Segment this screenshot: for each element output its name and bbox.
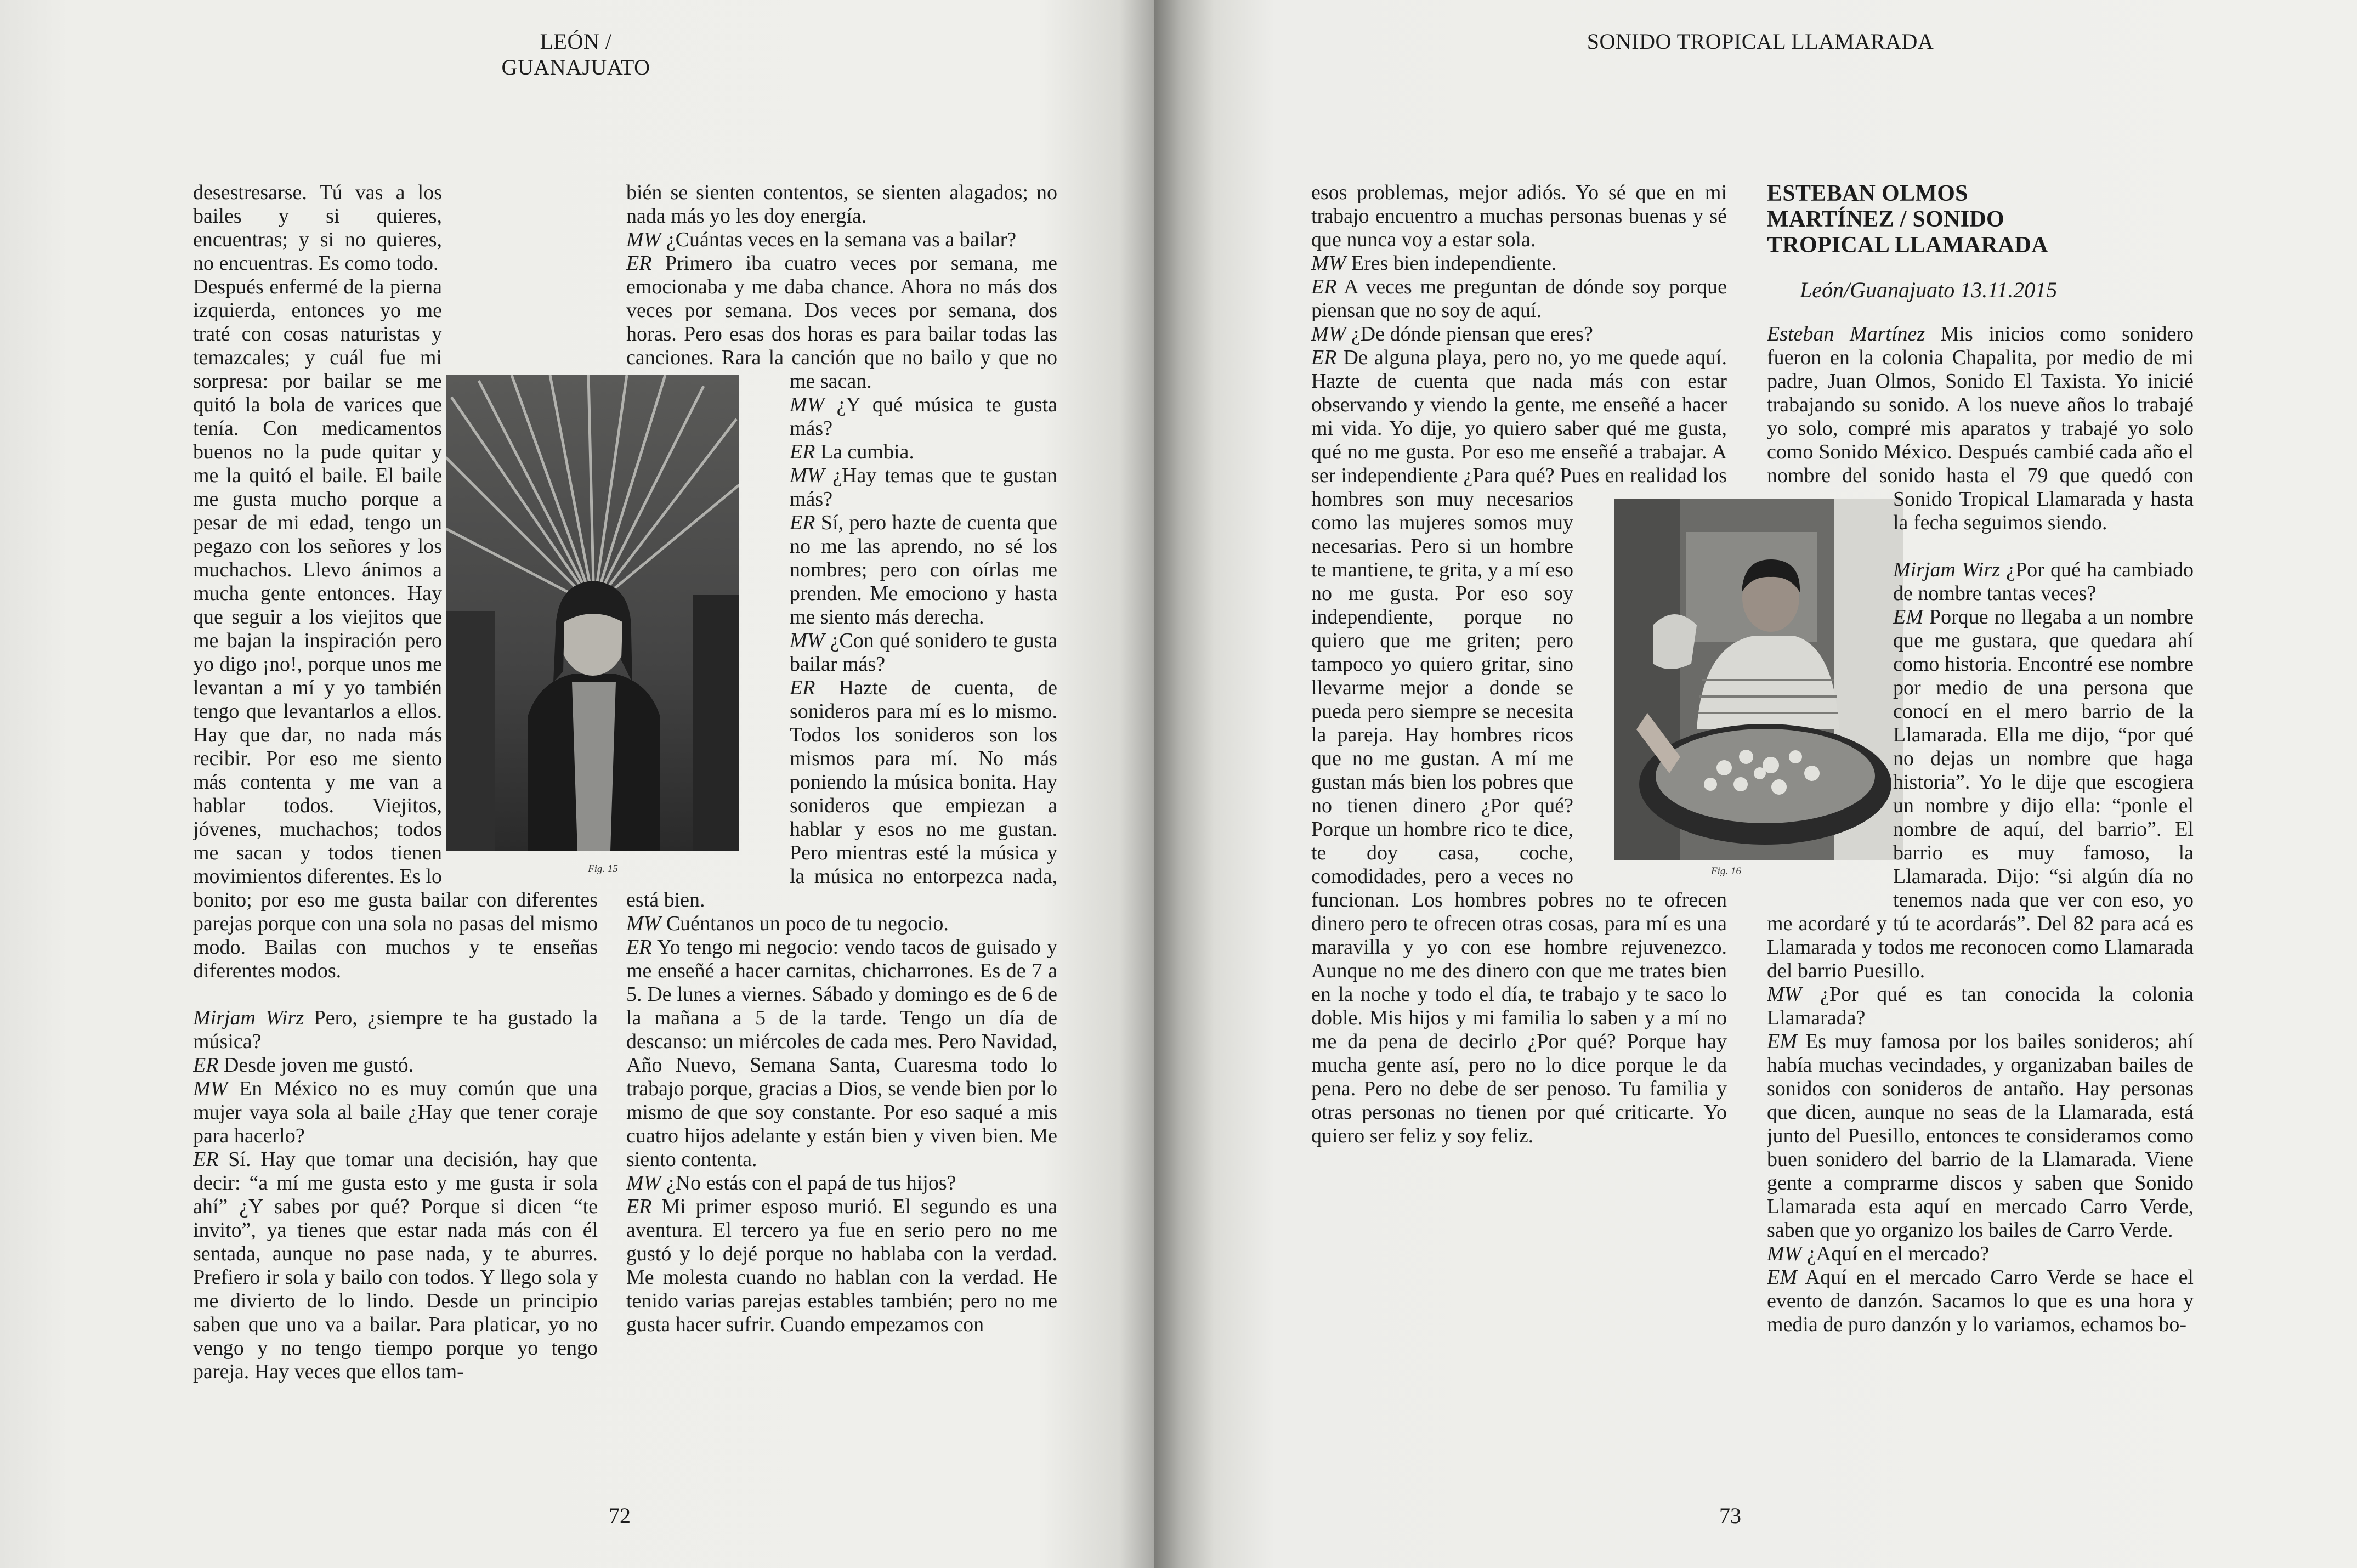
speaker-label: MW (626, 1171, 661, 1195)
speaker-label: MW (1311, 252, 1346, 275)
paragraph: MW ¿Hay temas que te gustan más? (790, 464, 1057, 511)
paragraph: esos problemas, mejor adiós. Yo sé que en mi trabajo encuentro a muchas personas buenas y sé que nunca voy a estar sola. (1311, 181, 1727, 251)
speaker-label: MW (193, 1077, 228, 1100)
paragraph: MW Eres bien independiente. (1311, 252, 1557, 275)
left-page (0, 0, 1154, 1568)
speaker-label: MW (790, 393, 825, 416)
paragraph: ER A veces me preguntan de dónde soy porque piensan que no soy de aquí. (1311, 275, 1727, 322)
paragraph: desestresarse. Tú vas a los bailes y si quieres, encuentras; y si no quieres, no encuentras. Es como todo. (193, 181, 442, 275)
speaker-label: ER (626, 936, 652, 959)
paragraph: MW ¿No estás con el papá de tus hijos? (626, 1171, 956, 1195)
figure-15-caption: Fig. 15 (588, 863, 618, 875)
paragraph: ER Desde joven me gustó. (193, 1054, 414, 1077)
paragraph: EM Aquí en el mercado Carro Verde se hace el evento de danzón. Sacamos lo que es una hora y media de puro danzón y lo variamos, echamos bo- (1767, 1266, 2194, 1336)
paragraph: ER De alguna playa, pero no, yo me quede aquí. Hazte de cuenta que nada más con estar observando y viendo la gente, me enseñé a hacer mi vida. Yo dije, yo quiero saber qué me gusta, qué no me gusta. Por eso me enseñé a trabajar. A ser independiente ¿Para qué? Pues en realidad los hombres son muy necesarios como las mujeres somos muy necesarias. Pero si un hombre te mantiene, te grita, y a mí eso no me gusta. Por eso soy independiente, porque no quiero que me griten; pero tampoco yo quiero gritar, sino llevarme mejor a donde se pueda pero siempre se necesita la pareja. Hay hombres ricos que no me gustan. A mí me gustan más bien los pobres que no tienen dinero ¿Por qué? Porque un hombre rico te dice, te doy casa, coche, comodidades, pero a veces no funcionan. Los hombres pobres no te ofrecen dinero pero te ofrecen otras cosas, para mí es una maravilla y yo con ese hombre rejuvenezco. Aunque no me des dinero con que me trates bien en la noche y todo el día, te trabajo y te saco lo doble. Mis hijos y mi familia lo saben y a mí no me da pena de decirlo ¿Por qué? Porque hay mucha gente así, pero no lo dice porque le da pena. Pero no debe de ser penoso. Tu familia y otras personas no tienen por qué criticarte. Yo quiero ser feliz y soy feliz. (1311, 346, 1727, 1147)
paragraph: ER La cumbia. (790, 440, 914, 463)
speaker-label: EM (1893, 605, 1923, 629)
speaker-label: EM (1767, 1030, 1797, 1053)
speaker-label: ER (790, 511, 815, 534)
right-column-2 (1767, 181, 2194, 1415)
paragraph: MW ¿Cuántas veces en la semana vas a bailar? (626, 228, 1017, 251)
paragraph: Después enfermé de la pierna izquierda, entonces yo me traté con cosas naturistas y temazcales; y cuál fue mi sorpresa: por bailar se me quitó la bola de varices que tenía. Con medicamentos buenos no la pude quitar y me la quitó el baile. El baile me gusta mucho porque a pesar de mi edad, tengo un pegazo con los señores y los muchachos. Llevo ánimos a mucha gente entonces. Hay que seguir a los viejitos que me bajan la inspiración pero yo digo ¡no!, porque unos me levantan a mí y yo también tengo que levantarlos a ellos. Hay que dar, no nada más recibir. Por eso me siento más contenta y me van a hablar todos. Viejitos, jóvenes, muchachos; todos me sacan y todos tienen movimientos diferentes. Es lo bonito; por eso me gusta bailar con diferentes parejas porque con una sola no pasas del mismo modo. Bailas con muchos y te enseñas diferentes modos. (193, 275, 598, 982)
paragraph: Mirjam Wirz Pero, ¿siempre te ha gustado la música? (193, 1006, 598, 1053)
left-column-2 (626, 181, 1057, 1388)
paragraph: MW ¿De dónde piensan que eres? (1311, 322, 1593, 346)
left-column-1 (193, 181, 598, 1388)
speaker-label: ER (626, 1195, 652, 1218)
speaker-label: MW (790, 464, 825, 487)
speaker-label: ER (193, 1054, 219, 1077)
speaker-label: MW (1767, 983, 1802, 1006)
speaker-label: ER (193, 1148, 219, 1171)
paragraph: Mirjam Wirz ¿Por qué ha cambiado de nombre tantas veces? (1893, 558, 2194, 605)
paragraph: ER Hazte de cuenta, de sonideros para mí es lo mismo. Todos los sonideros son los mismos para mí. No más poniendo la música bonita. Hay sonideros que empiezan a hablar y esos no me gustan. Pero mientras esté la música y la música no entorpezca nada, está bien. (626, 676, 1057, 912)
figure-16-caption: Fig. 16 (1711, 865, 1741, 877)
running-head-left: LEÓN / GUANAJUATO (501, 29, 650, 80)
speaker-label: MW (626, 228, 661, 251)
page-number-right: 73 (1719, 1503, 1741, 1528)
speaker-label: MW (626, 912, 661, 935)
speaker-label: MW (790, 629, 825, 652)
section-title: ESTEBAN OLMOS MARTÍNEZ / SONIDO TROPICAL LLAMARADA (1767, 181, 2048, 258)
speaker-label: Mirjam Wirz (1893, 558, 2000, 581)
paragraph: ER Sí, pero hazte de cuenta que no me las aprendo, no sé los nombres; pero con oírlas me prenden. Me emociono y hasta me siento más derecha. (790, 511, 1057, 629)
speaker-label: ER (790, 440, 815, 463)
paragraph: EM Porque no llegaba a un nombre que me gustara, que quedara ahí como historia. Encontré ese nombre por medio de una persona que conocí en el mero barrio de la Llamarada. Ella me dijo, “por qué no dejas un nombre que haga historia”. Yo le dije que escogiera un nombre y dijo ella: “ponle el nombre de aquí, del barrio”. El barrio es muy famoso, la Llamarada. Dijo: “si algún día no tenemos nada que ver con eso, yo me acordaré y tú te acordarás”. Del 82 para acá es Llamarada y todos me reconocen como Llamarada del barrio Puesillo. (1767, 605, 2194, 982)
paragraph: ER Sí. Hay que tomar una decisión, hay que decir: “a mí me gusta esto y me gusta ir sola ahí” ¿Y sabes por qué? Porque si dicen “te invito”, ya tienes que estar nada más con él sentada, aunque no pase nada, y te aburres. Prefiero ir sola y bailo con todos. Y llego sola y me divierto de lo lindo. Desde un principio saben que uno va a bailar. Para platicar, yo no vengo y no tengo tiempo porque yo tengo pareja. Hay veces que ellos tam- (193, 1148, 598, 1383)
paragraph: bién se sienten contentos, se sienten alagados; no nada más yo les doy energía. (626, 181, 1057, 228)
paragraph: MW ¿Con qué sonidero te gusta bailar más? (790, 629, 1057, 676)
paragraph: MW ¿Por qué es tan conocida la colonia Llamarada? (1767, 983, 2194, 1029)
running-head-right: SONIDO TROPICAL LLAMARADA (1587, 29, 1934, 54)
paragraph: Esteban Martínez Mis inicios como sonidero fueron en la colonia Chapalita, por medio de mi padre, Juan Olmos, Sonido El Taxista. Yo inicié trabajando su sonido. A los nueve años lo trabajé yo solo, compré mis aparatos y trabajé yo solo como Sonido México. Después cambié cada año el nombre del sonido hasta el 79 que quedó con Sonido Tropical Llamarada y hasta la fecha seguimos siendo. (1767, 322, 2194, 534)
paragraph: EM Es muy famosa por los bailes sonideros; ahí había muchas vecindades, y organizaban bailes de sonidos con sonideros de antaño. Hay personas que dicen, aunque no seas de la Llamarada, está junto del Puesillo, entonces te consideramos como buen sonidero del barrio de la Llamarada. Viene gente a comprarme discos y saben que Sonido Llamarada esta aquí en mercado Carro Verde, saben que yo organizo los bailes de Carro Verde. (1767, 1030, 2194, 1242)
paragraph: ER Primero iba cuatro veces por semana, me emocionaba y me daba chance. Ahora no más dos veces por semana. Dos veces por semana, dos horas. Pero esas dos horas es para bailar todas las canciones. Rara la canción que no bailo y que no me sacan. (626, 252, 1057, 393)
paragraph: MW Cuéntanos un poco de tu negocio. (626, 912, 949, 935)
speaker-label: Esteban Martínez (1767, 322, 1925, 346)
right-column-1 (1311, 181, 1727, 1196)
speaker-label: ER (1311, 275, 1337, 298)
paragraph: MW ¿Aquí en el mercado? (1767, 1242, 1990, 1265)
page-number-left: 72 (609, 1503, 631, 1528)
speaker-label: ER (790, 676, 815, 699)
speaker-label: MW (1311, 322, 1346, 346)
paragraph: MW En México no es muy común que una mujer vaya sola al baile ¿Hay que tener coraje para hacerlo? (193, 1077, 598, 1147)
figure-15-wrap-space (442, 181, 598, 873)
dateline: León/Guanajuato 13.11.2015 (1800, 278, 2058, 302)
speaker-label: MW (1767, 1242, 1802, 1265)
speaker-label: ER (626, 252, 652, 275)
speaker-label: Mirjam Wirz (193, 1006, 304, 1029)
right-page (1154, 0, 2357, 1568)
speaker-label: EM (1767, 1266, 1797, 1289)
paragraph: MW ¿Y qué música te gusta más? (790, 393, 1057, 440)
paragraph: ER Mi primer esposo murió. El segundo es una aventura. El tercero ya fue en serio pero no me gustó y lo dejé porque no hablaba con la verdad. Me molesta cuando no hablan con la verdad. He tenido varias parejas estables también; pero no me gusta hacer sufrir. Cuando empezamos con (626, 1195, 1057, 1336)
paragraph: ER Yo tengo mi negocio: vendo tacos de guisado y me enseñé a hacer carnitas, chicharrones. Es de 7 a 5. De lunes a viernes. Sábado y domingo es de 6 de la mañana a 5 de la tarde. Tengo un día de descanso: un miércoles de cada mes. Pero Navidad, Año Nuevo, Semana Santa, Cuaresma todo lo trabajo porque, gracias a Dios, se vende bien por lo mismo de que soy constante. Por eso saqué a mis cuatro hijos adelante y están bien y viven bien. Me siento contenta. (626, 936, 1057, 1171)
speaker-label: ER (1311, 346, 1337, 369)
